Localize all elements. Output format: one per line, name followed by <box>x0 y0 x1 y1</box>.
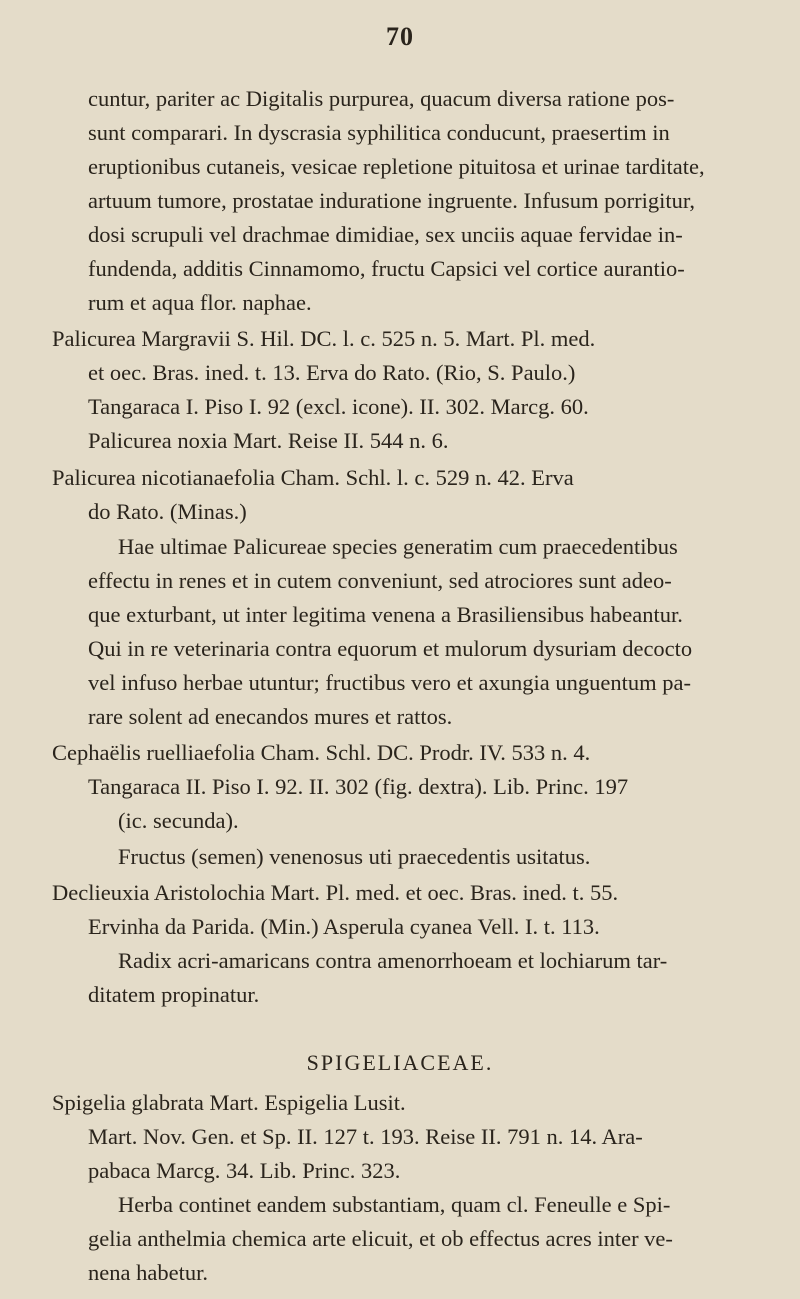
entry-heading: Declieuxia Aristolochia Mart. Pl. med. et oec. Bras. ined. t. 55. <box>52 880 619 905</box>
entry-heading: Palicurea Margravii S. Hil. DC. l. c. 525 n. 5. Mart. Pl. med. <box>52 326 596 351</box>
text-line: sunt comparari. In dyscrasia syphilitica conducunt, praesertim in <box>88 120 670 145</box>
text-line: Fructus (semen) venenosus uti praecedentis usitatus. <box>118 844 591 869</box>
text-line: cuntur, pariter ac Digitalis purpurea, quacum diversa ratione pos- <box>88 86 675 111</box>
text-line: dosi scrupuli vel drachmae dimidiae, sex unciis aquae fervidae in- <box>88 222 683 247</box>
text-line: Tangaraca I. Piso I. 92 (excl. icone). II. 302. Marcg. 60. <box>88 394 589 419</box>
text-line: rum et aqua flor. naphae. <box>88 290 312 315</box>
text-line: Tangaraca II. Piso I. 92. II. 302 (fig. dextra). Lib. Princ. 197 <box>88 774 629 799</box>
text-line: eruptionibus cutaneis, vesicae repletione pituitosa et urinae tarditate, <box>88 154 705 179</box>
text-line: Herba continet eandem substantiam, quam cl. Feneulle e Spi- <box>118 1192 671 1217</box>
section-heading: SPIGELIACEAE. <box>306 1050 494 1075</box>
text-line: rare solent ad enecandos mures et rattos. <box>88 704 453 729</box>
text-line: Palicurea noxia Mart. Reise II. 544 n. 6. <box>88 428 449 453</box>
text-line: effectu in renes et in cutem conveniunt, sed atrociores sunt adeo- <box>88 568 672 593</box>
text-line: Hae ultimae Palicureae species generatim cum praecedentibus <box>118 534 678 559</box>
text-line: nena habetur. <box>88 1260 208 1285</box>
entry-heading: Cephaëlis ruelliaefolia Cham. Schl. DC. Prodr. IV. 533 n. 4. <box>52 740 591 765</box>
text-line: ditatem propinatur. <box>88 982 260 1007</box>
text-line: Qui in re veterinaria contra equorum et mulorum dysuriam decocto <box>88 636 693 661</box>
text-line: et oec. Bras. ined. t. 13. Erva do Rato. (Rio, S. Paulo.) <box>88 360 576 385</box>
text-line: Radix acri-amaricans contra amenorrhoeam et lochiarum tar- <box>118 948 668 973</box>
page-number: 70 <box>386 22 414 51</box>
text-line: Ervinha da Parida. (Min.) Asperula cyanea Vell. I. t. 113. <box>88 914 600 939</box>
text-line: pabaca Marcg. 34. Lib. Princ. 323. <box>88 1158 401 1183</box>
entry-heading: Spigelia glabrata Mart. Espigelia Lusit. <box>52 1090 406 1115</box>
text-line: Mart. Nov. Gen. et Sp. II. 127 t. 193. Reise II. 791 n. 14. Ara- <box>88 1124 643 1149</box>
text-line: que exturbant, ut inter legitima venena a Brasiliensibus habeantur. <box>88 602 683 627</box>
text-line: gelia anthelmia chemica arte elicuit, et ob effectus acres inter ve- <box>88 1226 673 1251</box>
entry-heading: Palicurea nicotianaefolia Cham. Schl. l. c. 529 n. 42. Erva <box>52 465 574 490</box>
text-line: (ic. secunda). <box>118 808 239 833</box>
text-line: do Rato. (Minas.) <box>88 499 247 524</box>
text-line: fundenda, additis Cinnamomo, fructu Capsici vel cortice aurantio- <box>88 256 685 281</box>
text-line: artuum tumore, prostatae induratione ingruente. Infusum porrigitur, <box>88 188 696 213</box>
text-line: vel infuso herbae utuntur; fructibus vero et axungia unguentum pa- <box>88 670 691 695</box>
